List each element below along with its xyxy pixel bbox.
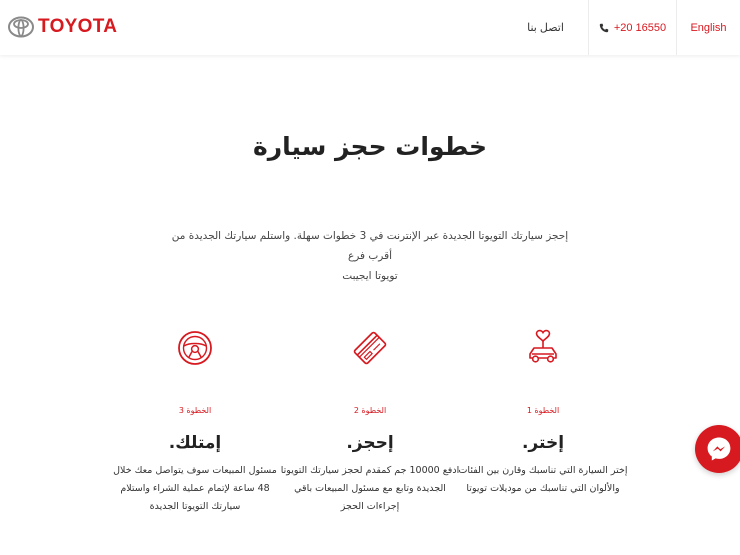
step-title: إحجز. [346,433,394,453]
intro-line: إحجز سيارتك التويوتا الجديدة عبر الإنترنت في 3 خطوات سهلة. واستلم سيارتك الجديدة من أقرب فرع [171,230,569,262]
step-desc-line: 48 ساعة لإتمام عملية الشراء واستلام [120,483,270,494]
step-description [448,462,638,498]
messenger-icon [705,435,733,463]
step-desc-line: سيارتك التويوتا الجديدة [149,501,241,512]
brand-name: TOYOTA [38,16,118,37]
contact-us-link[interactable]: اتصل بنا [527,22,564,34]
phone-icon [599,23,609,33]
step-number: الخطوة 1 [526,406,560,415]
intro-text [165,226,575,286]
step-description [275,462,465,516]
site-header [0,0,740,55]
toyota-logo[interactable] [8,13,117,41]
step-desc-line: إختر السيارة التي تناسبك وقارن بين الفئات [458,465,628,476]
page-title: خطوات حجز سيارة [252,132,488,161]
credit-card-icon [350,328,390,368]
step-number: الخطوة 3 [178,406,212,415]
top-nav [503,0,740,55]
steering-wheel-icon [175,328,215,368]
toyota-emblem-icon [8,14,34,40]
car-heart-icon [523,328,563,368]
language-switch-link[interactable]: English [676,0,740,55]
step-desc-line: ادفع 10000 جم كمقدم لحجز سيارتك التويوتا [280,465,460,476]
step-desc-line: إجراءات الحجز [340,501,400,512]
step-reserve [275,328,465,516]
step-choose [448,328,638,498]
intro-line: تويوتا ايجيبت [342,270,398,282]
step-own [100,328,290,516]
step-title: إمتلك. [168,433,222,453]
step-desc-line: والألوان التي تناسبك من موديلات تويوتا [466,483,620,494]
step-desc-line: الجديدة وتابع مع مسئول المبيعات باقي [294,483,446,494]
phone-link[interactable] [588,0,676,55]
step-number: الخطوة 2 [353,406,387,415]
step-description [100,462,290,516]
step-desc-line: مسئول المبيعات سوف يتواصل معك خلال [113,465,277,476]
phone-number: +20 16550 [613,21,667,34]
messenger-chat-button[interactable] [695,425,740,473]
step-title: إختر. [521,433,565,453]
